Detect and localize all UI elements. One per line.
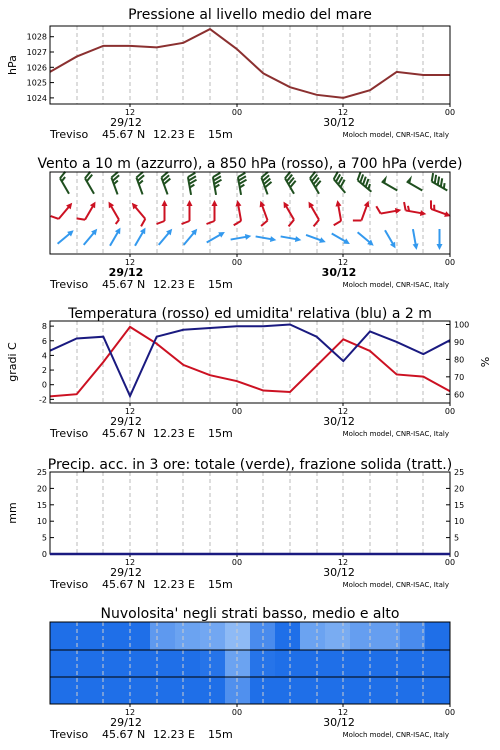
cloud-cell bbox=[75, 677, 101, 704]
plot-frame bbox=[50, 472, 450, 554]
wind-barb-shaft bbox=[407, 182, 423, 191]
x-tick-label: 00 bbox=[444, 407, 456, 416]
wind-barb bbox=[410, 229, 420, 251]
x-date-label: 30/12 bbox=[323, 415, 355, 428]
cloud-cell bbox=[100, 650, 126, 677]
y-tick-label: 2 bbox=[41, 366, 47, 376]
cloud-cell bbox=[50, 622, 76, 650]
y-tick-label-right: 90 bbox=[454, 337, 465, 347]
y-axis-label: mm bbox=[6, 502, 19, 524]
cloud-cell bbox=[75, 650, 101, 677]
wind-barb bbox=[353, 198, 372, 224]
chart-title: Nuvolosita' negli strati basso, medio e alto bbox=[100, 606, 400, 622]
wind-barb bbox=[77, 198, 99, 224]
wind-barb bbox=[237, 173, 249, 195]
wind-feather bbox=[77, 216, 85, 223]
y-tick-label-right: 100 bbox=[454, 320, 470, 330]
location-lat: 45.67 N bbox=[102, 427, 146, 440]
wind-barb bbox=[356, 230, 376, 248]
wind-arrow-head bbox=[115, 226, 123, 234]
y-tick-label-right: 0 bbox=[454, 550, 460, 559]
x-date-label: 30/12 bbox=[321, 266, 357, 279]
x-tick-label: 12 bbox=[124, 108, 136, 117]
wind-feather bbox=[207, 221, 215, 224]
panel-clouds bbox=[49, 606, 455, 741]
cloud-cell bbox=[225, 622, 251, 650]
cloud-cell bbox=[125, 650, 151, 677]
location-alt: 15m bbox=[208, 427, 233, 440]
x-tick-label: 00 bbox=[231, 258, 243, 267]
wind-feather bbox=[403, 202, 407, 210]
y-axis-label: gradi C bbox=[6, 342, 19, 382]
model-credit: Moloch model, CNR-ISAC, Italy bbox=[342, 731, 449, 739]
cloud-cell bbox=[350, 650, 376, 677]
y-tick-label-right: 5 bbox=[454, 533, 460, 543]
location-lon: 12.23 E bbox=[153, 427, 195, 440]
model-credit: Moloch model, CNR-ISAC, Italy bbox=[342, 281, 449, 289]
wind-feather bbox=[51, 214, 59, 221]
cloud-cell bbox=[200, 650, 226, 677]
location-alt: 15m bbox=[208, 278, 233, 291]
chart-title: Vento a 10 m (azzurro), a 850 hPa (rosso), a 700 hPa (verde) bbox=[37, 156, 463, 172]
wind-barb bbox=[205, 229, 226, 245]
wind-barb bbox=[110, 172, 125, 194]
location-lon: 12.23 E bbox=[153, 128, 195, 141]
wind-barb bbox=[81, 227, 99, 247]
location-name: Treviso bbox=[50, 578, 89, 591]
x-date-label: 29/12 bbox=[110, 415, 142, 428]
y-tick-label: 1026 bbox=[26, 63, 47, 73]
wind-barb bbox=[429, 173, 451, 190]
cloud-cell bbox=[400, 622, 426, 650]
wind-arrow-head bbox=[187, 200, 193, 206]
x-tick-label: 00 bbox=[444, 708, 456, 717]
y-tick-label: 0 bbox=[41, 380, 47, 390]
wind-barb bbox=[280, 233, 302, 243]
wind-arrow-head bbox=[334, 200, 341, 207]
y-tick-label: 1025 bbox=[26, 78, 47, 88]
wind-barb bbox=[212, 173, 224, 195]
x-date-label: 30/12 bbox=[323, 566, 355, 579]
x-tick-label: 12 bbox=[124, 258, 136, 267]
wind-barb bbox=[181, 227, 199, 247]
wind-barb bbox=[437, 229, 443, 250]
location-alt: 15m bbox=[208, 728, 233, 741]
cloud-cell bbox=[175, 622, 201, 650]
model-credit: Moloch model, CNR-ISAC, Italy bbox=[342, 430, 449, 438]
y-tick-label-right: 15 bbox=[454, 500, 465, 510]
y-tick-label: -2 bbox=[39, 395, 47, 405]
y-axis-label-right: % bbox=[479, 356, 492, 368]
wind-arrow-head bbox=[140, 226, 148, 234]
wind-arrow-head bbox=[395, 207, 402, 214]
cloud-cell bbox=[50, 677, 76, 704]
cloud-cell bbox=[275, 677, 301, 704]
location-lat: 45.67 N bbox=[102, 728, 146, 741]
x-tick-label: 12 bbox=[337, 258, 349, 267]
wind-arrow-head bbox=[245, 233, 252, 240]
cloud-cell bbox=[150, 650, 176, 677]
wind-arrow-head bbox=[162, 200, 168, 206]
location-alt: 15m bbox=[208, 128, 233, 141]
cloud-cell bbox=[425, 677, 451, 704]
wind-barb bbox=[84, 172, 101, 194]
wind-feather bbox=[287, 220, 295, 227]
cloud-cell bbox=[300, 650, 326, 677]
cloud-cell bbox=[325, 650, 351, 677]
wind-barb-shaft bbox=[382, 182, 398, 191]
wind-barb bbox=[355, 172, 376, 192]
cloud-cell bbox=[150, 677, 176, 704]
wind-arrow-head bbox=[444, 211, 452, 219]
wind-feather bbox=[376, 206, 380, 214]
wind-barb bbox=[302, 200, 324, 226]
wind-barb bbox=[59, 172, 76, 194]
x-tick-label: 00 bbox=[231, 407, 243, 416]
cloud-cell bbox=[125, 677, 151, 704]
cloud-cell bbox=[300, 622, 326, 650]
plot-frame bbox=[50, 321, 450, 403]
y-tick-label: 20 bbox=[36, 484, 47, 494]
wind-feather bbox=[157, 221, 165, 224]
panel-pressure bbox=[6, 7, 455, 141]
x-tick-label: 00 bbox=[231, 108, 243, 117]
x-tick-label: 12 bbox=[337, 558, 349, 567]
cloud-cell bbox=[300, 677, 326, 704]
wind-barb bbox=[332, 172, 352, 193]
location-name: Treviso bbox=[50, 427, 89, 440]
cloud-cell bbox=[125, 622, 151, 650]
wind-barb bbox=[305, 232, 327, 245]
x-date-label: 29/12 bbox=[110, 566, 142, 579]
wind-barb bbox=[284, 172, 301, 194]
wind-barb bbox=[135, 172, 150, 194]
y-tick-label: 1027 bbox=[26, 48, 47, 57]
wind-barb bbox=[382, 229, 398, 250]
wind-arrow-head bbox=[319, 237, 327, 245]
plot-frame bbox=[50, 172, 450, 254]
wind-barb bbox=[156, 227, 174, 247]
panel-wind bbox=[37, 156, 462, 291]
wind-feather bbox=[260, 220, 269, 226]
wind-arrow-head bbox=[258, 200, 266, 208]
location-lat: 45.67 N bbox=[102, 278, 146, 291]
location-lon: 12.23 E bbox=[153, 728, 195, 741]
chart-title: Pressione al livello medio del mare bbox=[128, 7, 372, 23]
plot-frame bbox=[50, 26, 450, 104]
wind-barb bbox=[132, 226, 148, 247]
cloud-cell bbox=[100, 677, 126, 704]
location-name: Treviso bbox=[50, 128, 89, 141]
wind-barb bbox=[260, 172, 275, 194]
x-date-label: 29/12 bbox=[108, 266, 144, 279]
cloud-cell bbox=[200, 622, 226, 650]
wind-barb bbox=[230, 233, 252, 243]
wind-barb bbox=[253, 200, 272, 226]
cloud-cell bbox=[50, 650, 76, 677]
y-tick-label: 4 bbox=[41, 351, 47, 361]
cloud-cell bbox=[175, 650, 201, 677]
y-tick-label-right: 10 bbox=[454, 517, 465, 527]
wind-arrow-head bbox=[413, 243, 420, 250]
cloud-cell bbox=[75, 622, 101, 650]
x-tick-label: 00 bbox=[444, 258, 456, 267]
wind-barb bbox=[376, 202, 402, 217]
y-tick-label: 5 bbox=[41, 533, 47, 543]
location-alt: 15m bbox=[208, 578, 233, 591]
model-credit: Moloch model, CNR-ISAC, Italy bbox=[342, 131, 449, 139]
y-tick-label-right: 60 bbox=[454, 390, 465, 400]
y-tick-label-right: 25 bbox=[454, 468, 465, 477]
pressure-line bbox=[50, 29, 450, 98]
chart-title: Temperatura (rosso) ed umidita' relativa (blu) a 2 m bbox=[68, 306, 432, 322]
y-tick-label: 0 bbox=[41, 550, 47, 559]
temperature-line bbox=[50, 327, 450, 397]
x-tick-label: 00 bbox=[444, 558, 456, 567]
cloud-cell bbox=[275, 650, 301, 677]
wind-barb bbox=[104, 200, 122, 224]
y-tick-label-right: 20 bbox=[454, 484, 465, 494]
y-tick-label: 1024 bbox=[26, 93, 47, 103]
x-tick-label: 12 bbox=[124, 407, 136, 416]
wind-barb bbox=[126, 201, 150, 226]
wind-arrow-head bbox=[270, 236, 277, 243]
wind-barb bbox=[157, 200, 168, 224]
cloud-cell bbox=[325, 622, 351, 650]
x-date-label: 29/12 bbox=[110, 716, 142, 729]
location-lat: 45.67 N bbox=[102, 128, 146, 141]
location-lon: 12.23 E bbox=[153, 278, 195, 291]
location-lon: 12.23 E bbox=[153, 578, 195, 591]
y-tick-label: 15 bbox=[36, 500, 47, 510]
y-tick-label: 10 bbox=[36, 517, 47, 527]
panel-precip bbox=[6, 457, 464, 591]
panel-temperature bbox=[6, 306, 492, 440]
cloud-cell bbox=[275, 622, 301, 650]
wind-feather bbox=[353, 218, 362, 224]
y-tick-label: 25 bbox=[36, 468, 47, 477]
cloud-cell bbox=[225, 650, 251, 677]
y-tick-label: 6 bbox=[41, 336, 47, 346]
cloud-cell bbox=[425, 622, 451, 650]
location-name: Treviso bbox=[50, 278, 89, 291]
x-date-label: 29/12 bbox=[110, 116, 142, 129]
wind-barb bbox=[107, 226, 123, 247]
wind-barb bbox=[207, 200, 218, 224]
x-tick-label: 00 bbox=[231, 558, 243, 567]
wind-half-feather bbox=[115, 220, 120, 224]
y-tick-label-right: 70 bbox=[454, 372, 465, 382]
x-tick-label: 12 bbox=[124, 708, 136, 717]
wind-feather bbox=[139, 219, 147, 226]
cloud-cell bbox=[350, 677, 376, 704]
x-tick-label: 00 bbox=[231, 708, 243, 717]
wind-arrow-head bbox=[90, 200, 98, 208]
wind-arrow-head bbox=[281, 200, 289, 208]
cloud-cell bbox=[350, 622, 376, 650]
wind-arrow-head bbox=[218, 229, 226, 237]
wind-arrow-head bbox=[343, 238, 351, 246]
wind-barb bbox=[160, 172, 175, 194]
cloud-cell bbox=[175, 677, 201, 704]
wind-arrow-head bbox=[234, 200, 241, 207]
cloud-cell bbox=[325, 677, 351, 704]
x-tick-label: 12 bbox=[337, 108, 349, 117]
location-name: Treviso bbox=[50, 728, 89, 741]
wind-feather bbox=[59, 172, 67, 179]
wind-feather bbox=[333, 221, 341, 225]
x-tick-label: 12 bbox=[124, 558, 136, 567]
wind-barb bbox=[382, 175, 402, 191]
model-credit: Moloch model, CNR-ISAC, Italy bbox=[342, 581, 449, 589]
wind-barb bbox=[402, 202, 428, 217]
wind-feather bbox=[428, 200, 434, 209]
cloud-cell bbox=[400, 650, 426, 677]
wind-barb bbox=[330, 231, 351, 247]
cloud-cell bbox=[425, 650, 451, 677]
x-tick-label: 00 bbox=[444, 108, 456, 117]
wind-arrow-head bbox=[295, 236, 302, 243]
location-lat: 45.67 N bbox=[102, 578, 146, 591]
x-date-label: 30/12 bbox=[323, 116, 355, 129]
x-date-label: 30/12 bbox=[323, 716, 355, 729]
y-tick-label: 8 bbox=[41, 322, 47, 332]
wind-feather bbox=[312, 220, 320, 227]
wind-arrow-head bbox=[106, 200, 114, 208]
wind-barb bbox=[56, 228, 76, 246]
wind-barb bbox=[187, 173, 199, 195]
wind-barb bbox=[51, 198, 75, 223]
cloud-cell bbox=[400, 677, 426, 704]
chart-title: Precip. acc. in 3 ore: totale (verde), frazione solida (tratt.) bbox=[47, 457, 453, 473]
wind-barb bbox=[277, 200, 299, 226]
y-axis-label: hPa bbox=[6, 55, 19, 75]
cloud-cell bbox=[200, 677, 226, 704]
cloud-cell bbox=[100, 622, 126, 650]
y-tick-label-right: 80 bbox=[454, 355, 465, 365]
x-tick-label: 12 bbox=[337, 407, 349, 416]
wind-arrow-head bbox=[212, 200, 218, 206]
wind-arrow-head bbox=[306, 200, 314, 208]
wind-arrow-head bbox=[437, 244, 443, 250]
wind-barb bbox=[330, 200, 345, 226]
cloud-cell bbox=[225, 677, 251, 704]
x-tick-label: 12 bbox=[337, 708, 349, 717]
wind-barb bbox=[255, 233, 277, 243]
cloud-cell bbox=[150, 622, 176, 650]
y-tick-label: 1028 bbox=[26, 32, 47, 42]
